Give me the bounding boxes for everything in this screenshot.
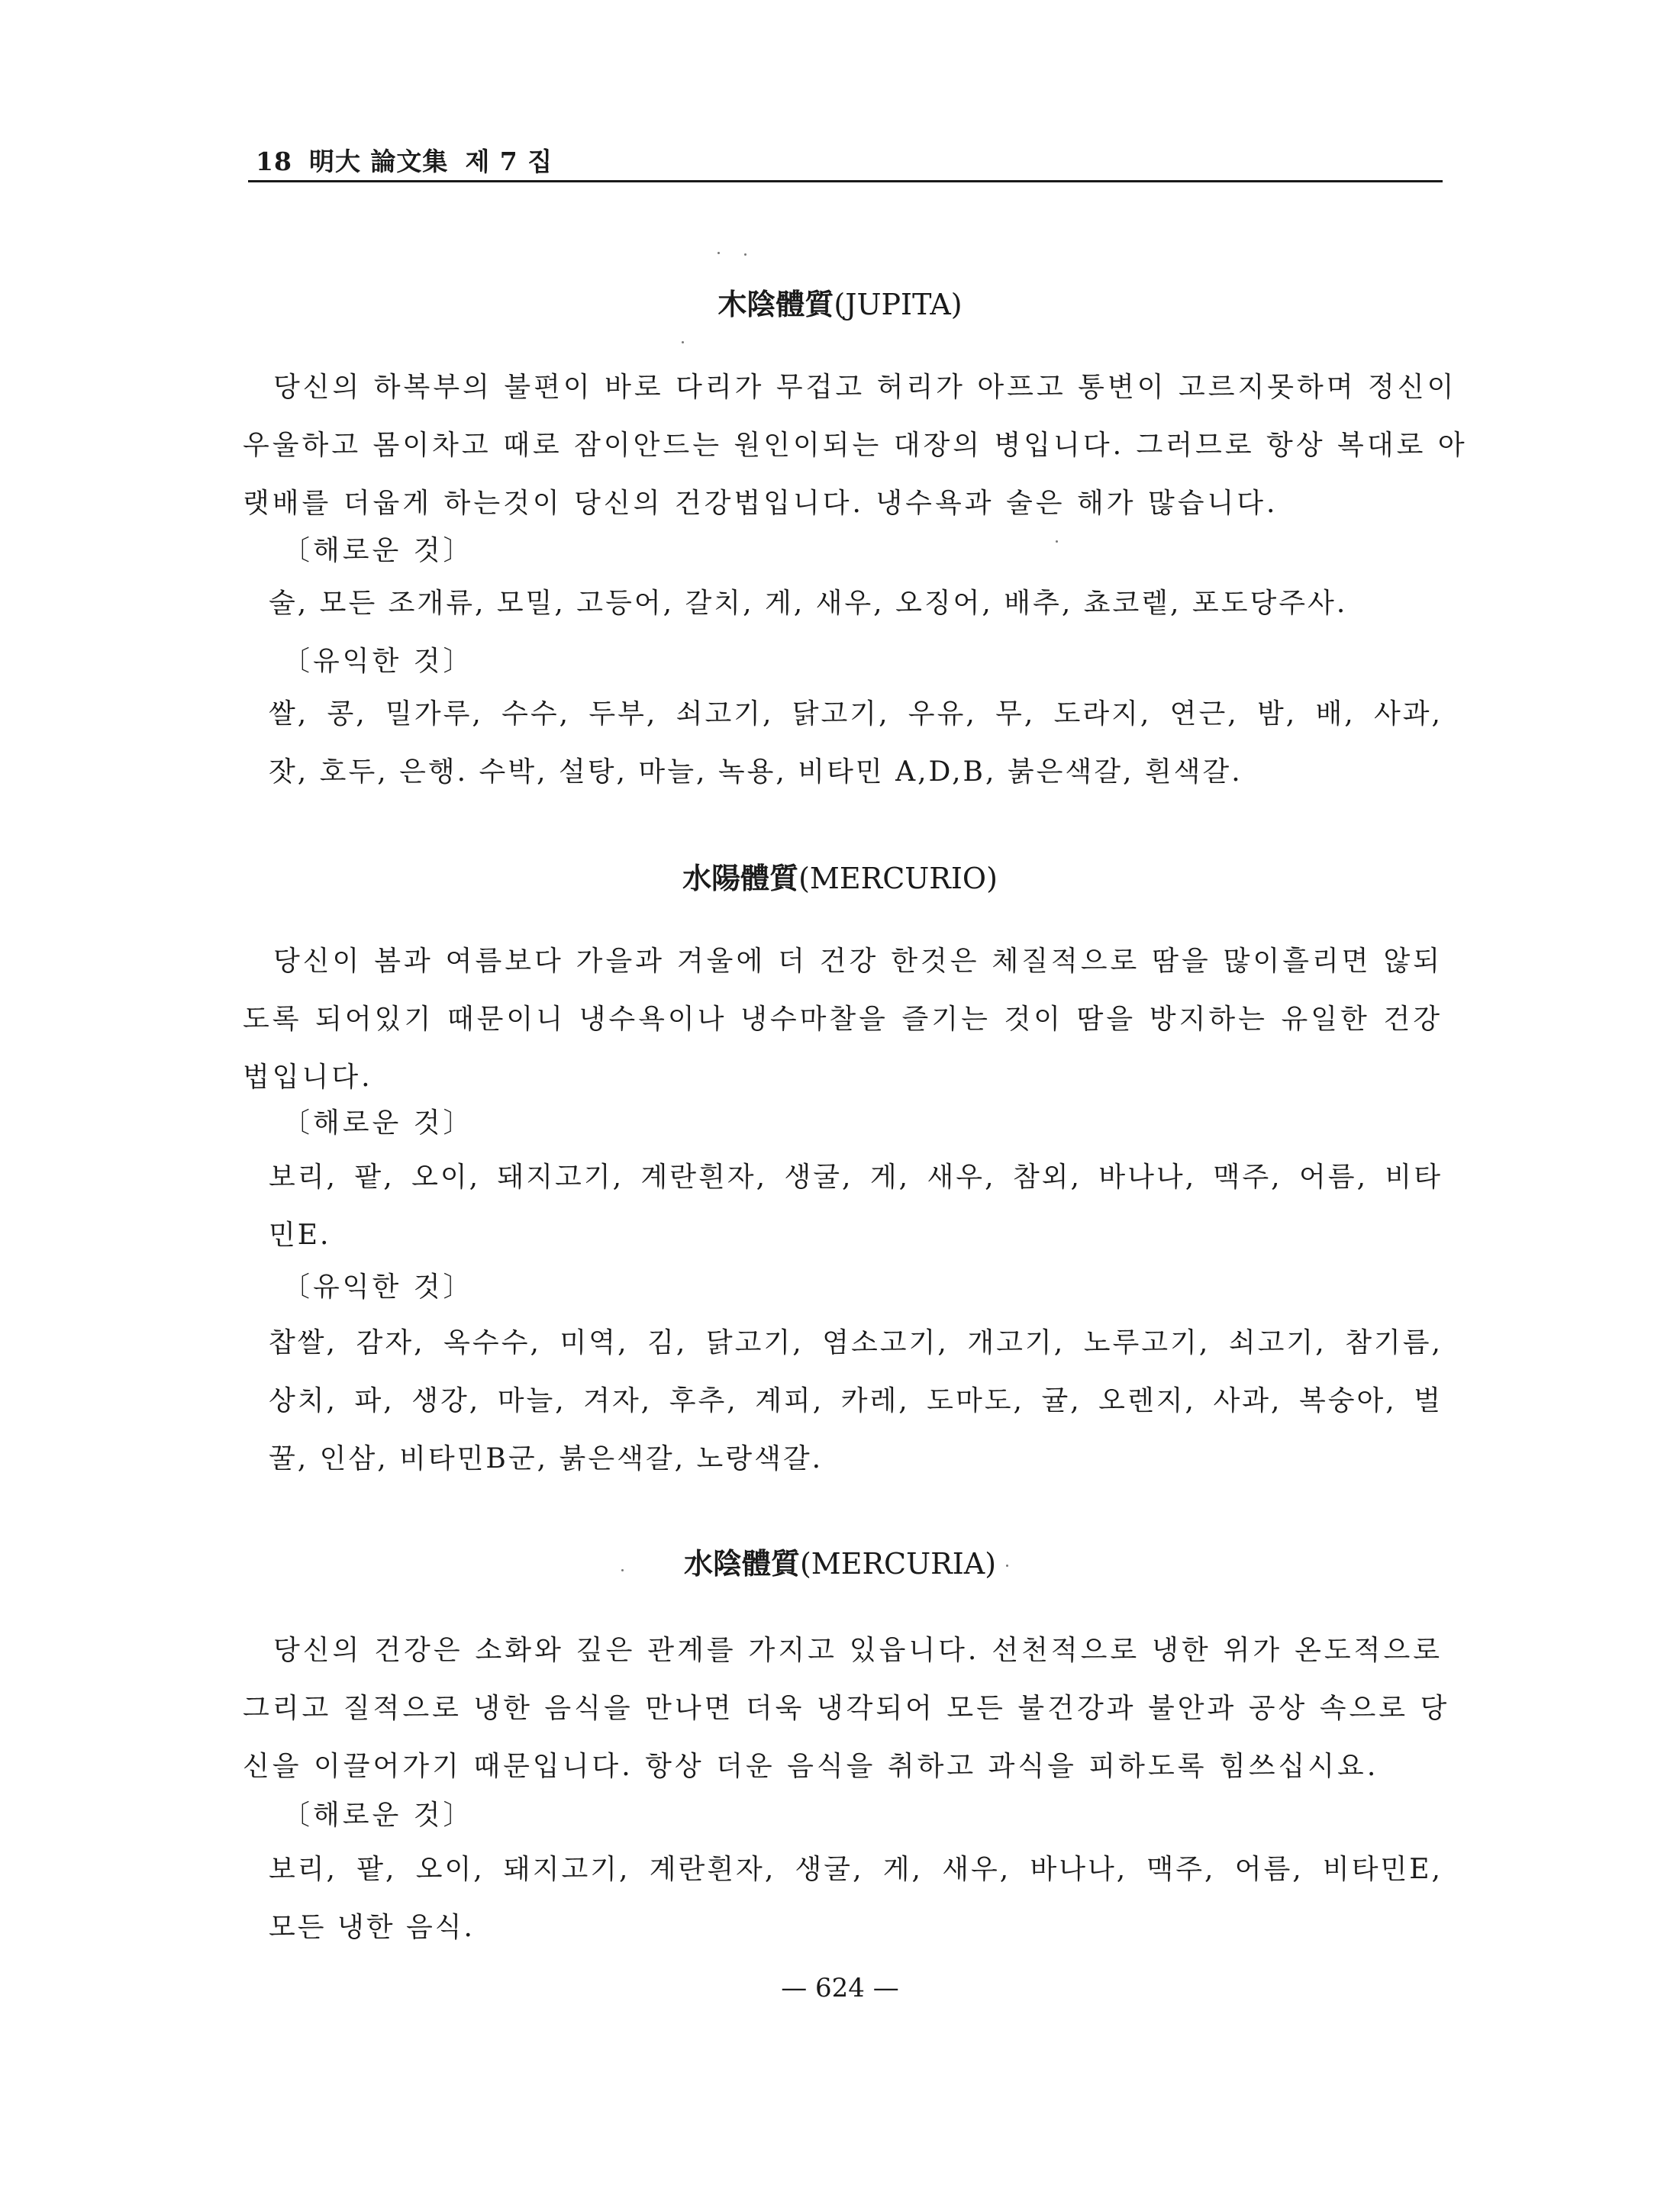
list-line: 술, 모든 조개류, 모밀, 고등어, 갈치, 게, 새우, 오징어, 배추, 쵸코렡, 포도당주사. [269, 588, 1348, 619]
scan-speck [621, 1569, 624, 1571]
body-line: 그리고 질적으로 냉한 음식을 만나면 더욱 냉각되어 모든 불건강과 불안과 공상 속으로 당 [243, 1693, 1450, 1724]
list-line: 민E. [269, 1220, 331, 1251]
scan-speck [682, 341, 684, 343]
list-line: 보리, 팥, 오이, 돼지고기, 계란흰자, 생굴, 게, 새우, 참외, 바나나, 맥주, 어름, 비타 [269, 1162, 1443, 1193]
list-line: 찹쌀, 감자, 옥수수, 미역, 김, 닭고기, 염소고기, 개고기, 노루고기, 쇠고기, 참기름, [269, 1327, 1443, 1358]
body-line: 랫배를 더웁게 하는것이 당신의 건강법입니다. 냉수욕과 술은 해가 많습니다. [243, 488, 1279, 519]
harmful-list [269, 1841, 1443, 1957]
section-title-latin: (MERCURIO) [798, 862, 998, 895]
beneficial-label: 〔유익한 것〕 [282, 646, 474, 677]
header-rule [248, 180, 1443, 182]
harmful-label: 〔해로운 것〕 [282, 535, 474, 566]
body-line: 당신의 하복부의 불편이 바로 다리가 무겁고 허리가 아프고 통변이 고르지못하며 정신이 [273, 372, 1457, 403]
beneficial-list [269, 1314, 1443, 1488]
body-line: 당신의 건강은 소화와 깊은 관계를 가지고 있읍니다. 선천적으로 냉한 위가 온도적으로 [273, 1635, 1443, 1666]
list-line: 상치, 파, 생강, 마늘, 겨자, 후추, 계피, 카레, 도마도, 귤, 오렌지, 사과, 복숭아, 벌 [269, 1385, 1443, 1416]
harmful-list [269, 575, 1443, 633]
list-line: 모든 냉한 음식. [269, 1912, 475, 1943]
harmful-list [269, 1149, 1443, 1265]
folio: — 624 — [781, 1973, 899, 2003]
harmful-label: 〔해로운 것〕 [282, 1800, 474, 1831]
body-line: 법입니다. [243, 1062, 373, 1093]
running-head [256, 142, 569, 178]
list-line: 보리, 팥, 오이, 돼지고기, 계란흰자, 생굴, 게, 새우, 바나나, 맥주, 어름, 비타민E, [269, 1854, 1443, 1885]
section-title-latin: (MERCURIA) [799, 1547, 997, 1581]
section-body-mercurio [243, 933, 1443, 1107]
list-line: 꿀, 인삼, 비타민B군, 붉은색갈, 노랑색갈. [269, 1443, 824, 1474]
scan-speck [744, 253, 746, 256]
journal-title: 明大 論文集 [308, 147, 449, 176]
beneficial-label: 〔유익한 것〕 [282, 1271, 474, 1303]
volume-label: 제 7 집 [465, 147, 553, 176]
body-line: 우울하고 몸이차고 때로 잠이안드는 원인이되는 대장의 병입니다. 그러므로 항상 복대로 아 [243, 430, 1468, 461]
section-title-latin: (JUPITA) [834, 288, 963, 321]
section-title-hanja: 水陰體質 [683, 1546, 800, 1581]
page-number: 18 [256, 147, 292, 176]
list-line: 잣, 호두, 은행. 수박, 설탕, 마늘, 녹용, 비타민 A,D,B, 붉은색갈, 흰색갈. [269, 756, 1243, 788]
body-line: 신을 이끌어가기 때문입니다. 항상 더운 음식을 취하고 과식을 피하도록 힘쓰십시요. [243, 1751, 1379, 1782]
section-body-mercuria [243, 1622, 1450, 1796]
harmful-label: 〔해로운 것〕 [282, 1107, 474, 1139]
body-line: 도록 되어있기 때문이니 냉수욕이나 냉수마찰을 즐기는 것이 땀을 방지하는 유일한 건강 [243, 1004, 1443, 1035]
scan-speck [717, 252, 720, 254]
section-title-hanja: 水陽體質 [682, 861, 799, 895]
scan-speck [1056, 540, 1058, 543]
scan-speck [1006, 1565, 1008, 1567]
section-body-jupita [243, 359, 1468, 533]
body-line: 당신이 봄과 여름보다 가을과 겨울에 더 건강 한것은 체질적으로 땀을 많이흘리면 않되 [273, 946, 1443, 977]
section-title-jupita [0, 281, 1680, 323]
list-line: 쌀, 콩, 밀가루, 수수, 두부, 쇠고기, 닭고기, 우유, 무, 도라지, 연근, 밤, 배, 사과, [269, 698, 1443, 730]
section-title-mercurio [0, 855, 1680, 897]
section-title-mercuria [0, 1540, 1680, 1582]
section-title-hanja: 木陰體質 [717, 287, 834, 321]
beneficial-list [269, 685, 1443, 801]
